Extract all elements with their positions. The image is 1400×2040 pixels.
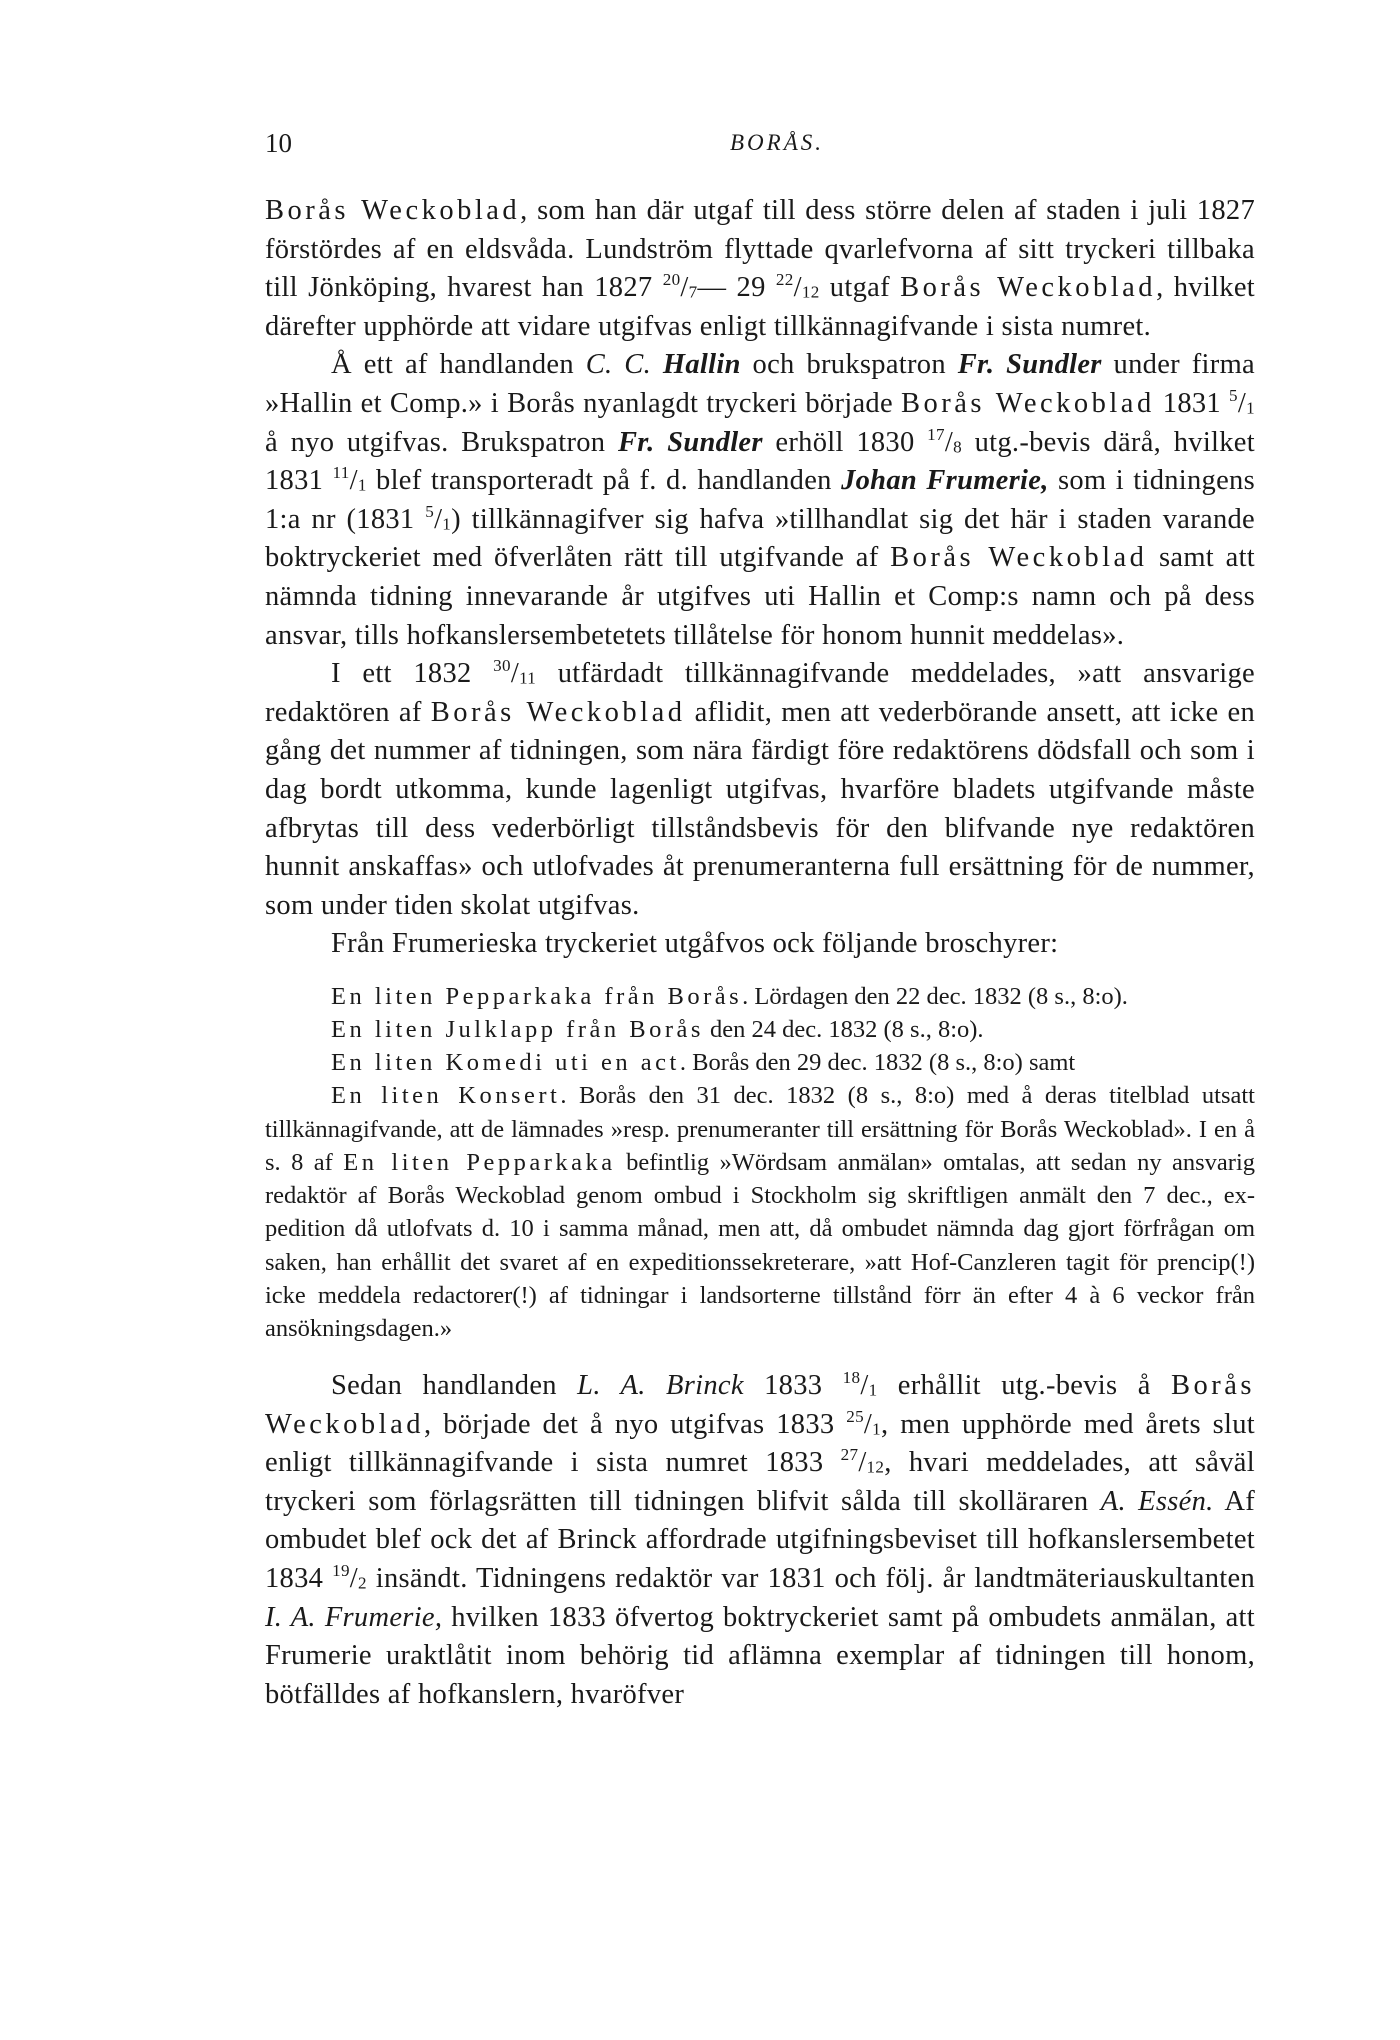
fraction-numerator: 11 <box>332 463 350 483</box>
paragraph: I ett 1832 $^{30}/_{11}$ utfärdadt tillkännagifvande meddelades, »att ansvarige redaktören af Borås Weckoblad aflidit, men att vederbörande ansett, att icke en gång det nummer af tidningen, som nära färdigt före redaktörens dödsfall och som i dag bordt utkomma, kunde lagenligt utgifvas, hvarföre bladets utgifvande måste afbrytas till dess vederbörligt tillståndsbevis för den blifvande nye redaktören hunnit anskaffas» och utlofvades åt prenumeranterna full ersättning för de nummer, som under tiden skolat utgifvas. <box>265 656 1255 921</box>
fraction-numerator: 30 <box>493 656 511 676</box>
brochure-title: En liten Konsert <box>331 1082 561 1110</box>
brochure-list <box>265 980 1255 1345</box>
person-name: L. A. Brinck <box>577 1370 744 1402</box>
brochure-entry <box>265 1079 1255 1345</box>
text-run: , hvilket därefter upphörde att vidare utgifvas enligt tillkännagifvande i sista numret. <box>265 272 1256 342</box>
page-number: 10 <box>265 128 292 158</box>
fraction-denominator: 1 <box>442 514 452 534</box>
text-run: Af ombudet blef ock det af Brinck affordrade utgifningsbeviset till hofkanslersembetet 1834 <box>265 1485 1255 1595</box>
brochure-title: En liten Pepparkaka från Borås <box>331 982 743 1010</box>
text-run: ) tillkännagifver sig hafva »tillhandlat sig det här i staden varande boktryckeriet med öfverlåten rätt till utgifvande af <box>265 503 1255 574</box>
brochure-entry <box>265 1046 1255 1079</box>
fraction-denominator: 11 <box>519 668 537 688</box>
text-run: I ett 1832 <box>331 658 494 690</box>
fraction-denominator: 1 <box>357 475 367 495</box>
fraction-denominator: 12 <box>866 1458 885 1477</box>
page-header <box>265 128 1255 168</box>
fraction-denominator: 8 <box>953 437 962 457</box>
brochure-title: En liten Komedi uti en act <box>331 1049 680 1077</box>
main-text-continued <box>265 1367 1255 1714</box>
text-run: utg.-bevis därå, hvilket 1831 <box>265 426 1255 497</box>
text-run: . Borås den 31 dec. 1832 (8 s., 8:o) med å deras titelblad utsatt tillkännagifvande, att de lämnades »resp. prenumeranter till ersättning för Borås Weckoblad». I en å s. 8 af <box>265 1082 1255 1176</box>
text-run: under firma »Hallin et Comp.» i Borås nyanlagdt tryckeri började <box>265 349 1255 419</box>
fraction-numerator: 27 <box>840 1445 859 1465</box>
text-run: aflidit, men att vederbörande ansett, att icke en gång det nummer af tidningen, som nära färdigt före redaktörens dödsfall och som i dag bordt utkomma, kunde lagenligt utgifvas, hvarföre bladets utgifvande måste afbrytas till dess vederbörligt tillståndsbevis för den blifvande nye redaktören hunnit anskaffas» och utlofvades åt prenumeranterna full ersättning för de nummer, som under tiden skolat utgifvas. <box>265 696 1255 921</box>
text-run: , men upphörde med årets slut enligt tillkännagifvande i sista numret 1833 <box>265 1408 1255 1479</box>
text-run: 1831 <box>1154 387 1230 419</box>
text-run: hvilken 1833 öfvertog boktryckeriet samt på ombudets anmälan, att Frumerie uraktlåtit inom behörig tid aflämna exemplar af tidningen till honom, bötfälldes af hofkanslern, hvaröfver <box>265 1601 1255 1710</box>
person-name: Sundler <box>1006 349 1102 381</box>
fraction-denominator: 2 <box>358 1573 367 1593</box>
person-name: Johan Frumerie, <box>841 465 1049 497</box>
person-name: Hallin <box>662 349 741 381</box>
fraction-numerator: 5 <box>1229 385 1238 405</box>
fraction-numerator: 18 <box>842 1368 861 1387</box>
text-run: blef transporteradt på f. d. handlanden <box>366 465 842 497</box>
fraction-numerator: 19 <box>332 1560 350 1580</box>
newspaper-title: Borås Weckoblad <box>900 387 1155 419</box>
running-title: BORÅS. <box>730 130 825 155</box>
newspaper-title: Borås Weckoblad <box>890 542 1148 574</box>
fraction-denominator: 1 <box>868 1380 878 1400</box>
person-name: Fr. <box>957 349 995 381</box>
text-run: Å ett af handlanden <box>331 349 586 381</box>
person-name: Fr. <box>618 426 655 458</box>
fraction-numerator: 17 <box>927 424 945 444</box>
text-run: å nyo utgifvas. Brukspatron <box>265 426 618 458</box>
brochure-title: En liten Pepparkaka <box>343 1148 616 1176</box>
fraction-numerator: 5 <box>425 501 435 521</box>
newspaper-title: Borås Weckoblad <box>265 195 521 226</box>
text-run: Från Frumerieska tryckeriet utgåfvos ock följande broschyrer: <box>331 928 1059 960</box>
text-run: , som han där utgaf till dess större delen af staden i juli 1827 förstördes af en eldsvåda. Lundström flyttade qvarlefvorna af sitt tryckeri tillbaka till Jönköping, hvarest han 1827 <box>265 195 1255 304</box>
newspaper-title: Borås Weckoblad <box>265 1370 1255 1440</box>
text-run: , hvari meddelades, att såväl tryckeri som förlagsrätten till tidningen blifvit sålda till skolläraren <box>265 1447 1255 1517</box>
text-run: erhöll 1830 <box>762 426 928 458</box>
person-name: I. A. Frumerie, <box>265 1601 443 1633</box>
fraction-numerator: 22 <box>775 270 794 290</box>
text-run: . Lördagen den 22 dec. 1832 (8 s., 8:o). <box>742 982 1128 1010</box>
text-run: erhållit utg.-bevis å <box>877 1370 1171 1402</box>
text-run: och brukspatron <box>740 349 958 381</box>
newspaper-title: Borås Weckoblad <box>900 272 1157 304</box>
paragraph: Borås Weckoblad, som han där utgaf till dess större delen af staden i juli 1827 förstördes af en eldsvåda. Lundström flyttade qvarlefvorna af sitt tryckeri tillbaka till Jönköping, hvarest han 1827 $^{20}/_7—$ 29 $^{22}/_{12}$ utgaf Borås Weckoblad, hvilket därefter upphörde att vidare utgifvas enligt tillkännagifvande i sista numret. <box>265 195 1256 342</box>
fraction-denominator: 7 <box>688 282 698 302</box>
brochure-title: En liten Julklapp från Borås <box>331 1016 704 1044</box>
text-run: som i tidningens 1:a nr (1831 <box>265 465 1256 535</box>
person-name: C. C. <box>585 349 652 381</box>
text-run: utfärdadt tillkännagifvande meddelades, »att ansvarige redaktören af <box>265 658 1255 728</box>
paragraph: Sedan handlanden L. A. Brinck 1833 $^{18}/_1$ erhållit utg.-bevis å Borås Weckoblad, började det å nyo utgifvas 1833 $^{25}/_1$, men upphörde med årets slut enligt tillkännagifvande i sista numret 1833 $^{27}/_{12}$, hvari meddelades, att såväl tryckeri som förlagsrätten till tidningen blifvit sålda till skolläraren A. Essén. Af ombudet blef ock det af Brinck affordrade utgifningsbeviset till hofkanslersembetet 1834 $^{19}/_2$ insändt. Tidningens redaktör var 1831 och följ. år landtmäteriauskultanten I. A. Frumerie, hvilken 1833 öfvertog boktryckeriet samt på ombudets anmälan, att Frumerie uraktlåtit inom behörig tid aflämna exemplar af tidningen till honom, bötfälldes af hofkanslern, hvaröfver <box>265 1368 1256 1710</box>
person-name: A. Essén. <box>1100 1485 1214 1517</box>
text-run: , började det å nyo utgifvas 1833 <box>424 1408 847 1440</box>
main-text <box>265 192 1255 964</box>
text-block <box>265 192 1255 1714</box>
paragraph <box>265 925 1255 964</box>
text-run: befintlig »Wördsam anmälan» omtalas, att sedan ny ansvarig redaktör af Borås Weckoblad genom ombud i Stockholm sig skriftligen anmält den 7 dec., expedition då utlofvats d. 10 i samma månad, men att, då ombudet nämnda dag gjort förfrågan om saken, han erhållit det svaret af en expeditionssekreterare, »att Hof-Canzleren tagit för prencip(!) icke meddela redactorer(!) af tidningar i landsorterne tillstånd förr än efter 4 à 6 veckor från ansökningsdagen.» <box>265 1148 1255 1342</box>
text-run: insändt. Tidningens redaktör var 1831 och följ. år landtmäteriauskultanten <box>366 1563 1256 1595</box>
paragraph: Å ett af handlanden C. C. Hallin och brukspatron Fr. Sundler under firma »Hallin et Comp.» i Borås nyanlagdt tryckeri började Borås Weckoblad 1831 $^5/_1$ å nyo utgifvas. Brukspatron Fr. Sundler erhöll 1830 $^{17}/_8$ utg.-bevis därå, hvilket 1831 $^{11}/_1$ blef transporteradt på f. d. handlanden Johan Frumerie, som i tidningens 1:a nr (1831 $^5/_1$) tillkännagifver sig hafva »tillhandlat sig det här i staden varande boktryckeriet med öfverlåten rätt till utgifvande af Borås Weckoblad samt att nämnda tidning innevarande år utgifves uti Hallin et Comp:s namn och på dess ansvar, tills hofkanslersembetetets tillåtelse för honom hunnit meddelas». <box>265 349 1256 651</box>
fraction-numerator: 20 <box>662 270 681 290</box>
text-run: utgaf <box>819 272 901 304</box>
text-run: Sedan handlanden <box>331 1370 578 1402</box>
brochure-entry <box>265 1013 1255 1046</box>
text-run: — 29 <box>697 272 776 304</box>
text-run: samt att nämnda tidning innevarande år utgifves uti Hallin et Comp:s namn och på dess ansvar, tills hofkanslersembetetets tillåtelse för honom hunnit meddelas». <box>265 542 1256 651</box>
fraction-denominator: 1 <box>1246 398 1255 418</box>
text-run: den 24 dec. 1832 (8 s., 8:o). <box>703 1016 984 1044</box>
text-run: . Borås den 29 dec. 1832 (8 s., 8:o) samt <box>679 1049 1076 1077</box>
fraction-numerator: 25 <box>846 1406 864 1426</box>
brochure-entry <box>265 980 1255 1013</box>
person-name: Sundler <box>667 426 763 458</box>
newspaper-title: Borås Weckoblad <box>430 696 686 728</box>
fraction-denominator: 12 <box>801 282 820 302</box>
text-run: 1833 <box>743 1370 843 1402</box>
fraction-denominator: 1 <box>872 1419 881 1439</box>
